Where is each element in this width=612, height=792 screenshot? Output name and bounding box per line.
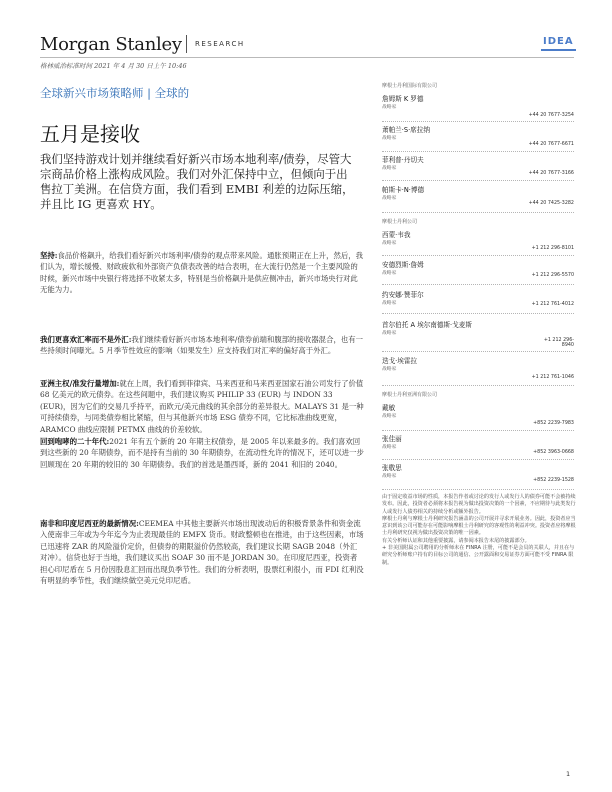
contact-divider — [382, 255, 574, 256]
contact-name: 西蒙·韦我 — [382, 231, 411, 239]
article-kicker: 全球新兴市场策略师 | 全球的 — [40, 86, 190, 100]
contact-role: 战略家 — [382, 301, 397, 306]
contact-name: 詹姆斯 K 罗德 — [382, 95, 424, 103]
contact-divider — [382, 121, 574, 122]
paragraph-lead: 我们更喜欢汇率而不是外汇: — [40, 335, 132, 344]
paragraph-text: 我们继续看好新兴市场本地利率/债券前端和腹部的接收器混合，也有一些持须时间曝光。5 月季节性效应的影响（如果发生）应支持我们对汇率的偏好高于外汇。 — [40, 335, 364, 356]
paragraph-text: 就在上周，我们看到菲律宾、马来西亚和马来西亚国家石油公司发行了价值 68 亿美元的欧元债券。在这些间题中，我们建议购买 PHILIP 33 (EUR) 与 INDON 33 (EUR)，因为它们的交易几乎持平，而欧元/美元曲线的其余部分的差异很大。MALAYS 31 是一种可持续债券，与同类债券相比紧缩，但与其他新兴市场 ESG 债券不同，它比标准曲线更宽，ARAMCO 曲线应限制 PETMX 曲线的价差较软。 — [40, 379, 364, 434]
paragraph-lead: 亚洲主权/准发行量增加: — [40, 379, 120, 388]
paragraph-lead: 南非和印度尼西亚的最新情况: — [40, 519, 139, 528]
contact-role: 战略家 — [382, 414, 397, 419]
contact-name: 帕斯卡·N·博德 — [382, 186, 425, 194]
contact-phone: +44 20 7677-3166 — [528, 171, 574, 176]
idea-badge: IDEA — [541, 36, 576, 51]
disclaimer-paragraph: 有关分析师认证和其他重要披露，请参阅本报告末尾的披露部分。 — [382, 537, 530, 544]
paragraph-text: 食品价格飙升，给我们看好新兴市场利率/债券的观点带来风险。通胀预期正在上升，然后，我们认为，增长缓慢、财政疲软和外部资产负债表改善的结合表明，在大流行仍然是一个主要风险的时候，新兴市场中央银行将选择不收紧太多，特别是当价格飙升是供应侧冲击，新兴市场央行对此无能为力。 — [40, 251, 364, 295]
contact-name: 安德烈斯·詹姆 — [382, 261, 424, 269]
contact-divider — [382, 385, 574, 386]
contact-divider — [382, 351, 574, 352]
contact-divider — [382, 489, 574, 490]
disclaimer-paragraph: 摩根士丹利与摩根士丹利研究报告涵盖的公司开展并寻求开展业务。因此，投资者应当意识到该公司可能存在可能影响摩根士丹利研究的客观性的利益冲突。投资者应将摩根士丹利研究仅视为做出投资决策的唯一因素。 — [382, 515, 576, 537]
contact-divider — [382, 430, 574, 431]
contact-name: 张佳丽 — [382, 435, 402, 443]
disclaimer-paragraph: + 非美国附属公司聘用的分析师未在 FINRA 注册，可能不是会员的关联人，并且在与研究分析师账户持有的目标公司的通信、公开露面和交易证券方面可能不受 FINRA 限制。 — [382, 545, 575, 566]
timestamp: 格林威治标准时间 2021 年 4 月 30 日上午 10:46 — [40, 62, 187, 70]
contact-role: 战略家 — [382, 271, 397, 276]
contact-role: 战略家 — [382, 196, 397, 201]
contact-role: 战略家 — [382, 474, 397, 479]
contact-name: 迭戈·埃雷拉 — [382, 357, 418, 365]
contact-role: 战略家 — [382, 331, 397, 336]
contact-name: 菲利普·丹切夫 — [382, 156, 424, 164]
contact-phone: +1 212 296-5570 — [531, 273, 574, 278]
contact-phone: +1 212 761-4012 — [531, 302, 574, 307]
contact-phone: +44 20 7425-3282 — [528, 201, 574, 206]
contact-role: 战略家 — [382, 367, 397, 372]
contact-role: 战略家 — [382, 445, 397, 450]
research-label: RESEARCH — [195, 40, 245, 48]
logo-divider — [186, 35, 187, 53]
paragraph-text: CEEMEA 中其他主要新兴市场出现波动后的积极背景条件和资金流入使南非三年或为今年迄今为止表现最佳的 EMFX 货币。财政整顿也在推进，由于这些因素，市场已迅速将 ZAR 的风险溢价定价，但债券的期限溢价仍然较高，我们建议长期 SAGB 2048（外汇对冲）。信贷也好于当地，我们建议买出 SOAF 30 而不是 JORDAN 30。在印度尼西亚，投资者担心印尼盾在 5 月份因股息汇回而出现负季节性。我们的分析表明，股票红利很小，而 FDI 红利没有明显的季节性，我们继续做空美元兑印尼盾。 — [40, 519, 364, 586]
contact-name: 约安娜·赞菲尔 — [382, 291, 424, 299]
paragraph-3 — [40, 378, 364, 435]
contact-divider — [382, 180, 574, 181]
contact-role: 战略家 — [382, 105, 397, 110]
article-title: 五月是接收 — [40, 122, 140, 146]
contact-org-label: 摩根士丹利亚洲有限公司 — [382, 392, 438, 398]
article-lede: 我们坚持游戏计划并继续看好新兴市场本地利率/债券，尽管大宗商品价格上涨构成风险。我们对外汇保持中立，但倾向于出售拉丁美洲。在信贷方面，我们看到 EMBI 利差的边际压缩，并且比 IG 更喜欢 HY。 — [40, 152, 354, 211]
disclaimer-block — [382, 494, 578, 567]
contact-phone: +1 212 296-8940 — [543, 338, 574, 348]
morgan-stanley-logo: Morgan Stanley — [40, 34, 182, 55]
contact-phone: +44 20 7677-6671 — [528, 142, 574, 147]
contact-role: 战略家 — [382, 136, 397, 141]
paragraph-1 — [40, 250, 364, 296]
paragraph-4 — [40, 436, 364, 470]
paragraph-lead: 坚持: — [40, 251, 58, 260]
contact-divider — [382, 284, 574, 285]
header-rule — [40, 57, 574, 58]
paragraph-text: 2021 年有五个新的 20 年期主权债券，是 2005 年以来最多的。我们喜欢回到这些新的 20 年期债券，而不是持有当前的 30 年期债券，在流动性允许的情况下，还可以进一步回顾现在 20 年期的较旧的 30 年期债券。我们的首选是墨西哥，新的 2041 和旧的 2040。 — [40, 437, 364, 469]
contact-name: 萧帕兰·S·席拉纳 — [382, 126, 430, 134]
contact-org-label: 摩根士丹利公司 — [382, 219, 418, 225]
contact-phone: +44 20 7677-3254 — [528, 113, 574, 118]
contact-divider — [382, 212, 574, 213]
contact-phone: +1 212 296-8101 — [531, 246, 574, 251]
paragraph-lead: 回到咆哮的二十年代: — [40, 437, 110, 446]
contact-org-label: 摩根士丹利国际有限公司 — [382, 83, 438, 89]
page-number: 1 — [566, 770, 571, 778]
disclaimer-paragraph: 由于固定收益市场的性质，本报告作者或讨论的发行人或发行人的债券可能不会被持续发布。因此，投资者必须将本报告视为做出投资决策的一个因素，不应期待与此类发行人或发行人债券相关的持续分析或额外报告。 — [382, 494, 576, 515]
contact-divider — [382, 459, 574, 460]
contact-phone: +852 2239-1528 — [533, 478, 574, 483]
contact-phone: +852 3963-0668 — [533, 450, 574, 455]
paragraph-2 — [40, 334, 364, 357]
contact-role: 战略家 — [382, 241, 397, 246]
contact-divider — [382, 151, 574, 152]
contact-name: 首尔伯托 A 埃尔南德斯·戈麦斯 — [382, 321, 472, 329]
contact-name: 张敬思 — [382, 464, 402, 472]
contact-phone: +1 212 761-1046 — [531, 375, 574, 380]
contact-divider — [382, 313, 574, 314]
contact-role: 战略家 — [382, 166, 397, 171]
paragraph-5 — [40, 518, 364, 586]
contact-phone: +852 2239-7983 — [533, 421, 574, 426]
contact-name: 戴敏 — [382, 404, 396, 412]
